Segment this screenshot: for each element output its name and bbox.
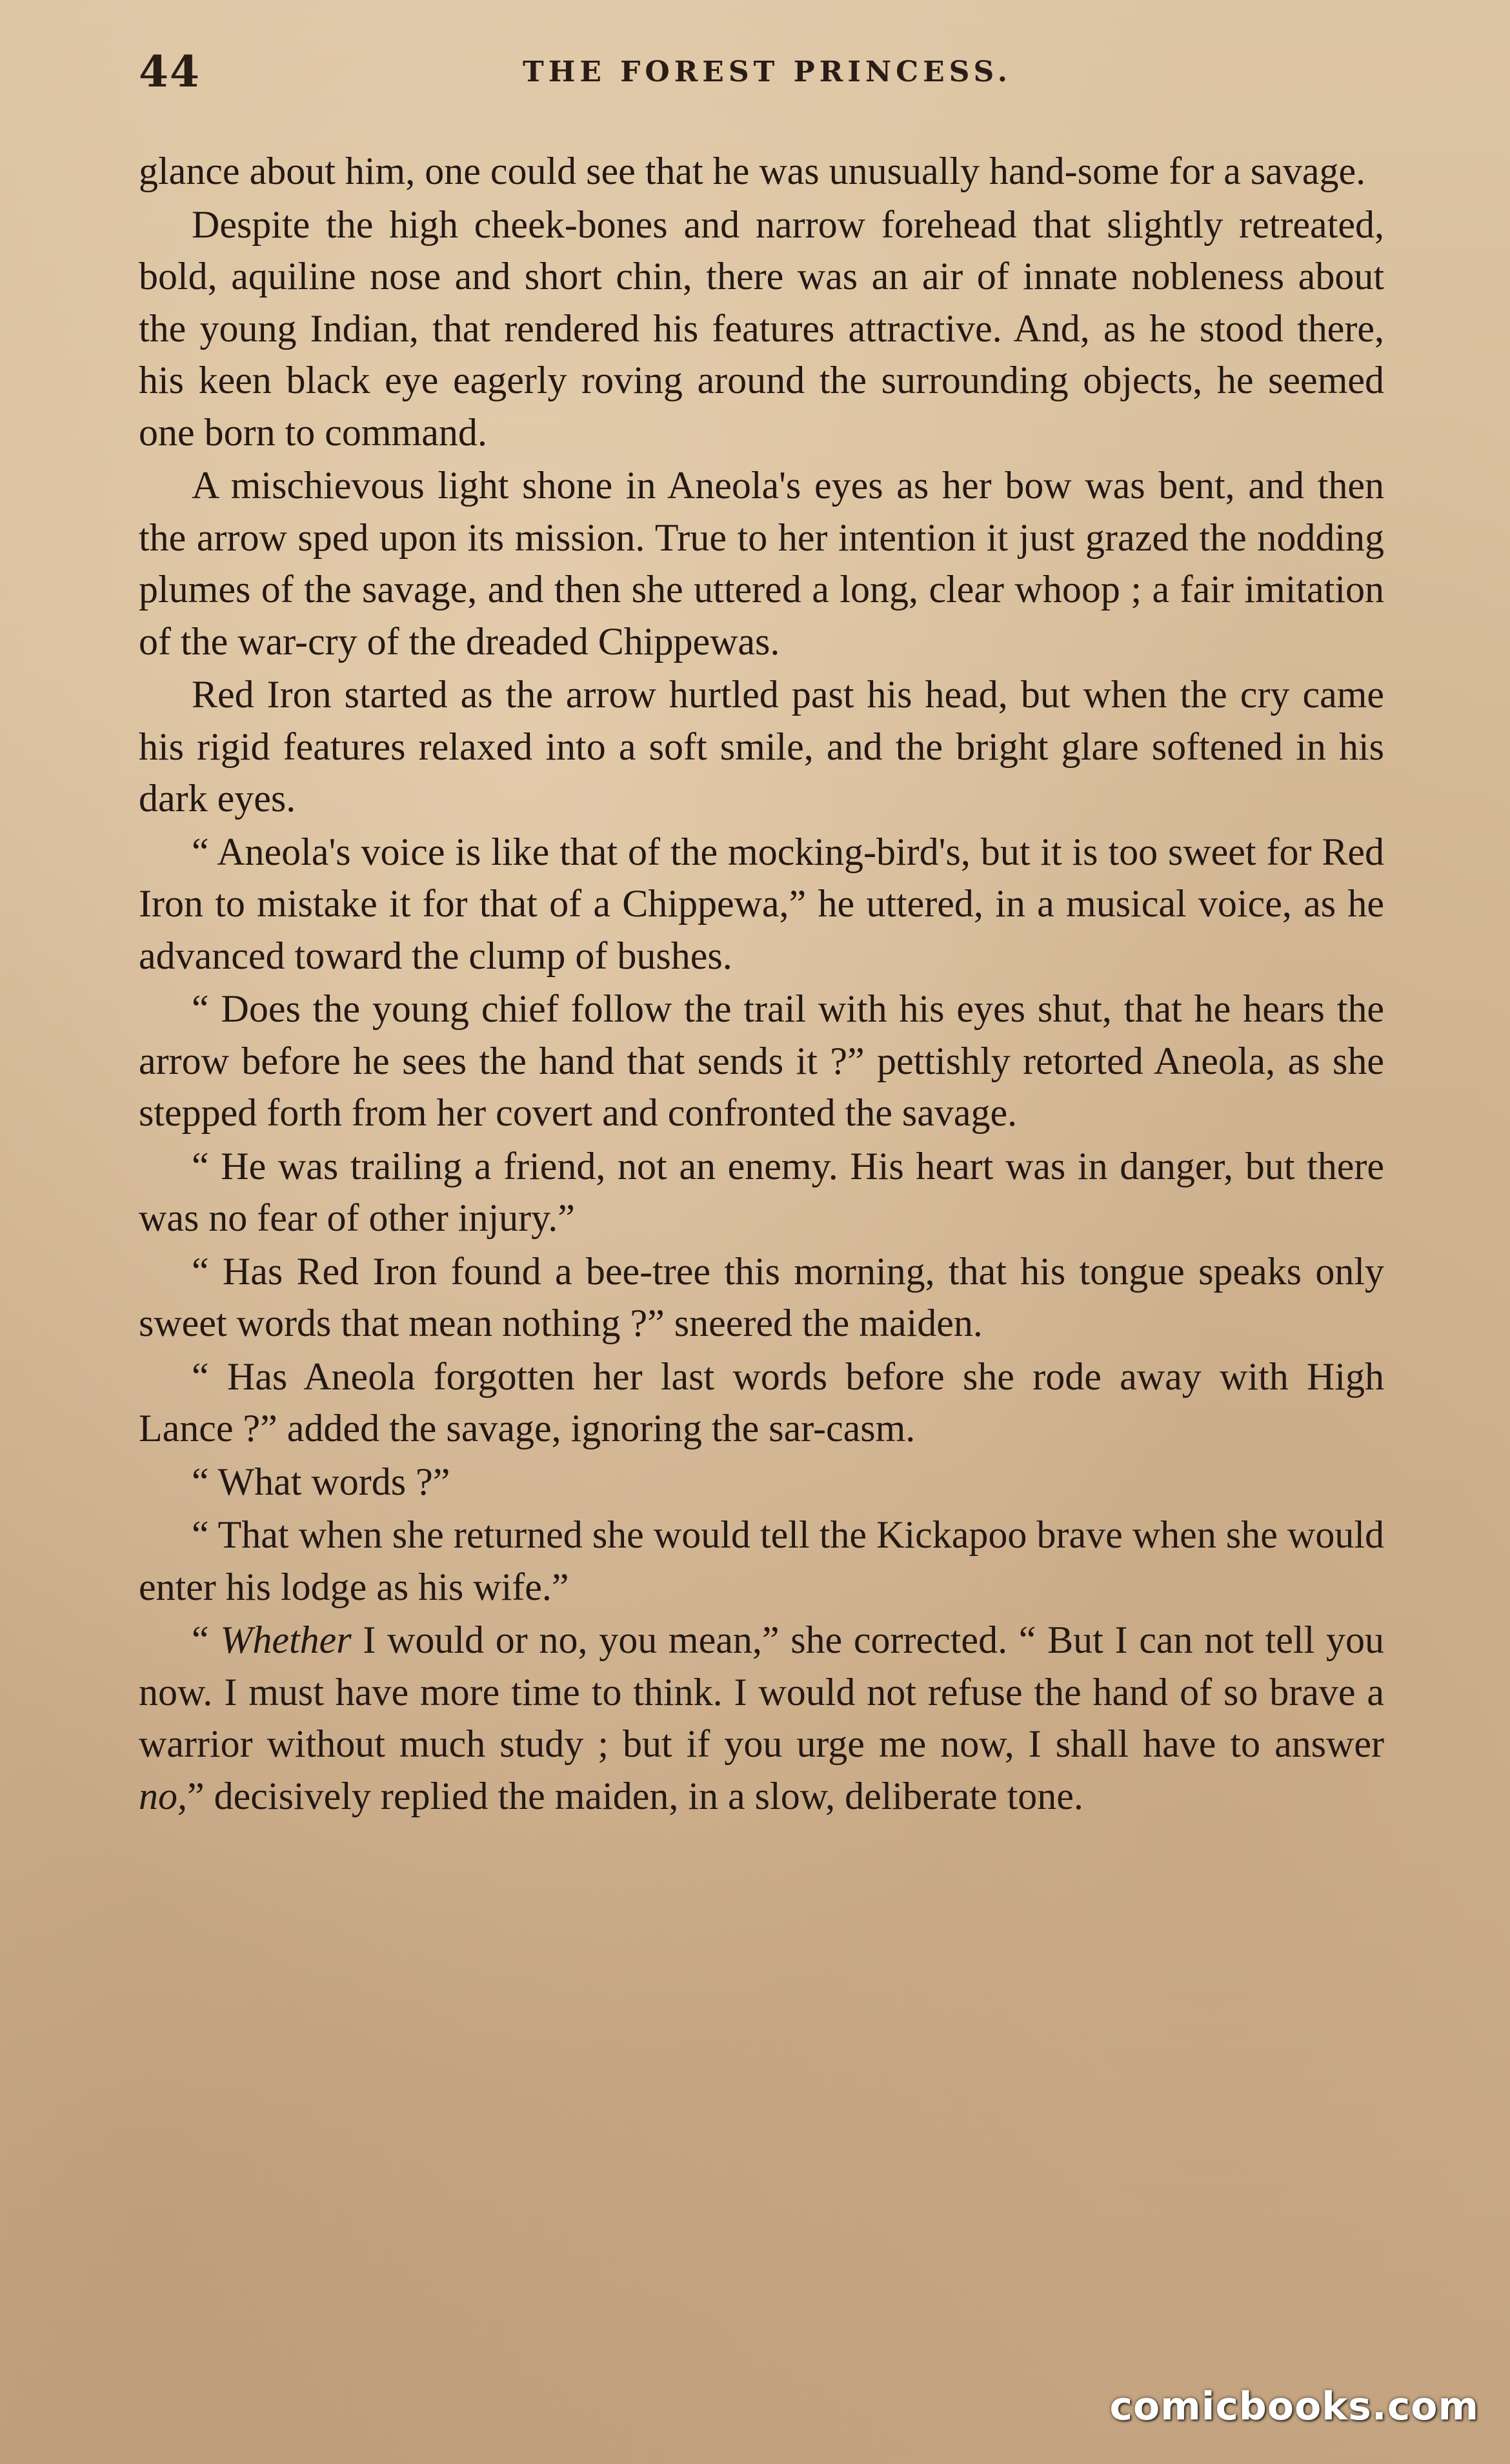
italic-word: Whether (220, 1619, 352, 1661)
paragraph: “ What words ?” (192, 1460, 450, 1503)
paragraph: Red Iron started as the arrow hurtled past his head, but when the cry came his rigid features relaxed into a soft smile, and the bright glare softened in his dark eyes. (139, 673, 1384, 820)
paragraph-text: I would or no, you mean,” she corrected. “ But I can not tell you now. I must have more time to think. I would not refuse the hand of so brave a warrior without much study ; but if you urge me now, I shall have to answer (139, 1619, 1384, 1765)
paragraph: “ Has Aneola forgotten her last words before she rode away with High Lance ?” added the savage, ignoring the sar-casm. (139, 1355, 1384, 1449)
paragraph: “ Has Red Iron found a bee-tree this morning, that his tongue speaks only sweet words that mean nothing ?” sneered the maiden. (139, 1249, 1384, 1344)
body-text (139, 145, 1384, 1822)
page-header (139, 46, 1384, 117)
paragraph: Despite the high cheek-bones and narrow forehead that slightly retreated, bold, aquiline nose and short chin, there was an air of innate nobleness about the young Indian, that rendered his features attractive. And, as he stood there, his keen black eye eagerly roving around the surrounding objects, he seemed one born to command. (139, 203, 1384, 454)
paragraph: “ Aneola's voice is like that of the mocking-bird's, but it is too sweet for Red Iron to mistake it for that of a Chippewa,” he uttered, in a musical voice, as he advanced toward the clump of bushes. (139, 830, 1384, 977)
italic-answer: no, (139, 1774, 187, 1817)
paragraph-last (139, 1614, 1384, 1822)
paragraph: “ That when she returned she would tell the Kickapoo brave when she would enter his lodge as his wife.” (139, 1513, 1384, 1608)
site-watermark: comicbooks.com (1109, 2384, 1479, 2429)
paragraph: glance about him, one could see that he was unusually hand-some for a savage. (139, 150, 1366, 192)
paragraph: “ Does the young chief follow the trail with his eyes shut, that he hears the arrow before he sees the hand that sends it ?” pettishly retorted Aneola, as she stepped forth from her covert and confronted the savage. (139, 987, 1384, 1134)
paragraph: A mischievous light shone in Aneola's eyes as her bow was bent, and then the arrow sped upon its mission. True to her intention it just grazed the nodding plumes of the savage, and then she uttered a long, clear whoop ; a fair imitation of the war-cry of the dreaded Chippewas. (139, 464, 1384, 663)
paragraph: “ He was trailing a friend, not an enemy. His heart was in danger, but there was no fear of other injury.” (139, 1144, 1384, 1239)
paragraph-end: ” decisively replied the maiden, in a slow, deliberate tone. (187, 1774, 1083, 1817)
page-number: 44 (139, 46, 201, 97)
running-head: THE FOREST PRINCESS. (523, 56, 1012, 88)
open-quote: “ (192, 1619, 221, 1661)
